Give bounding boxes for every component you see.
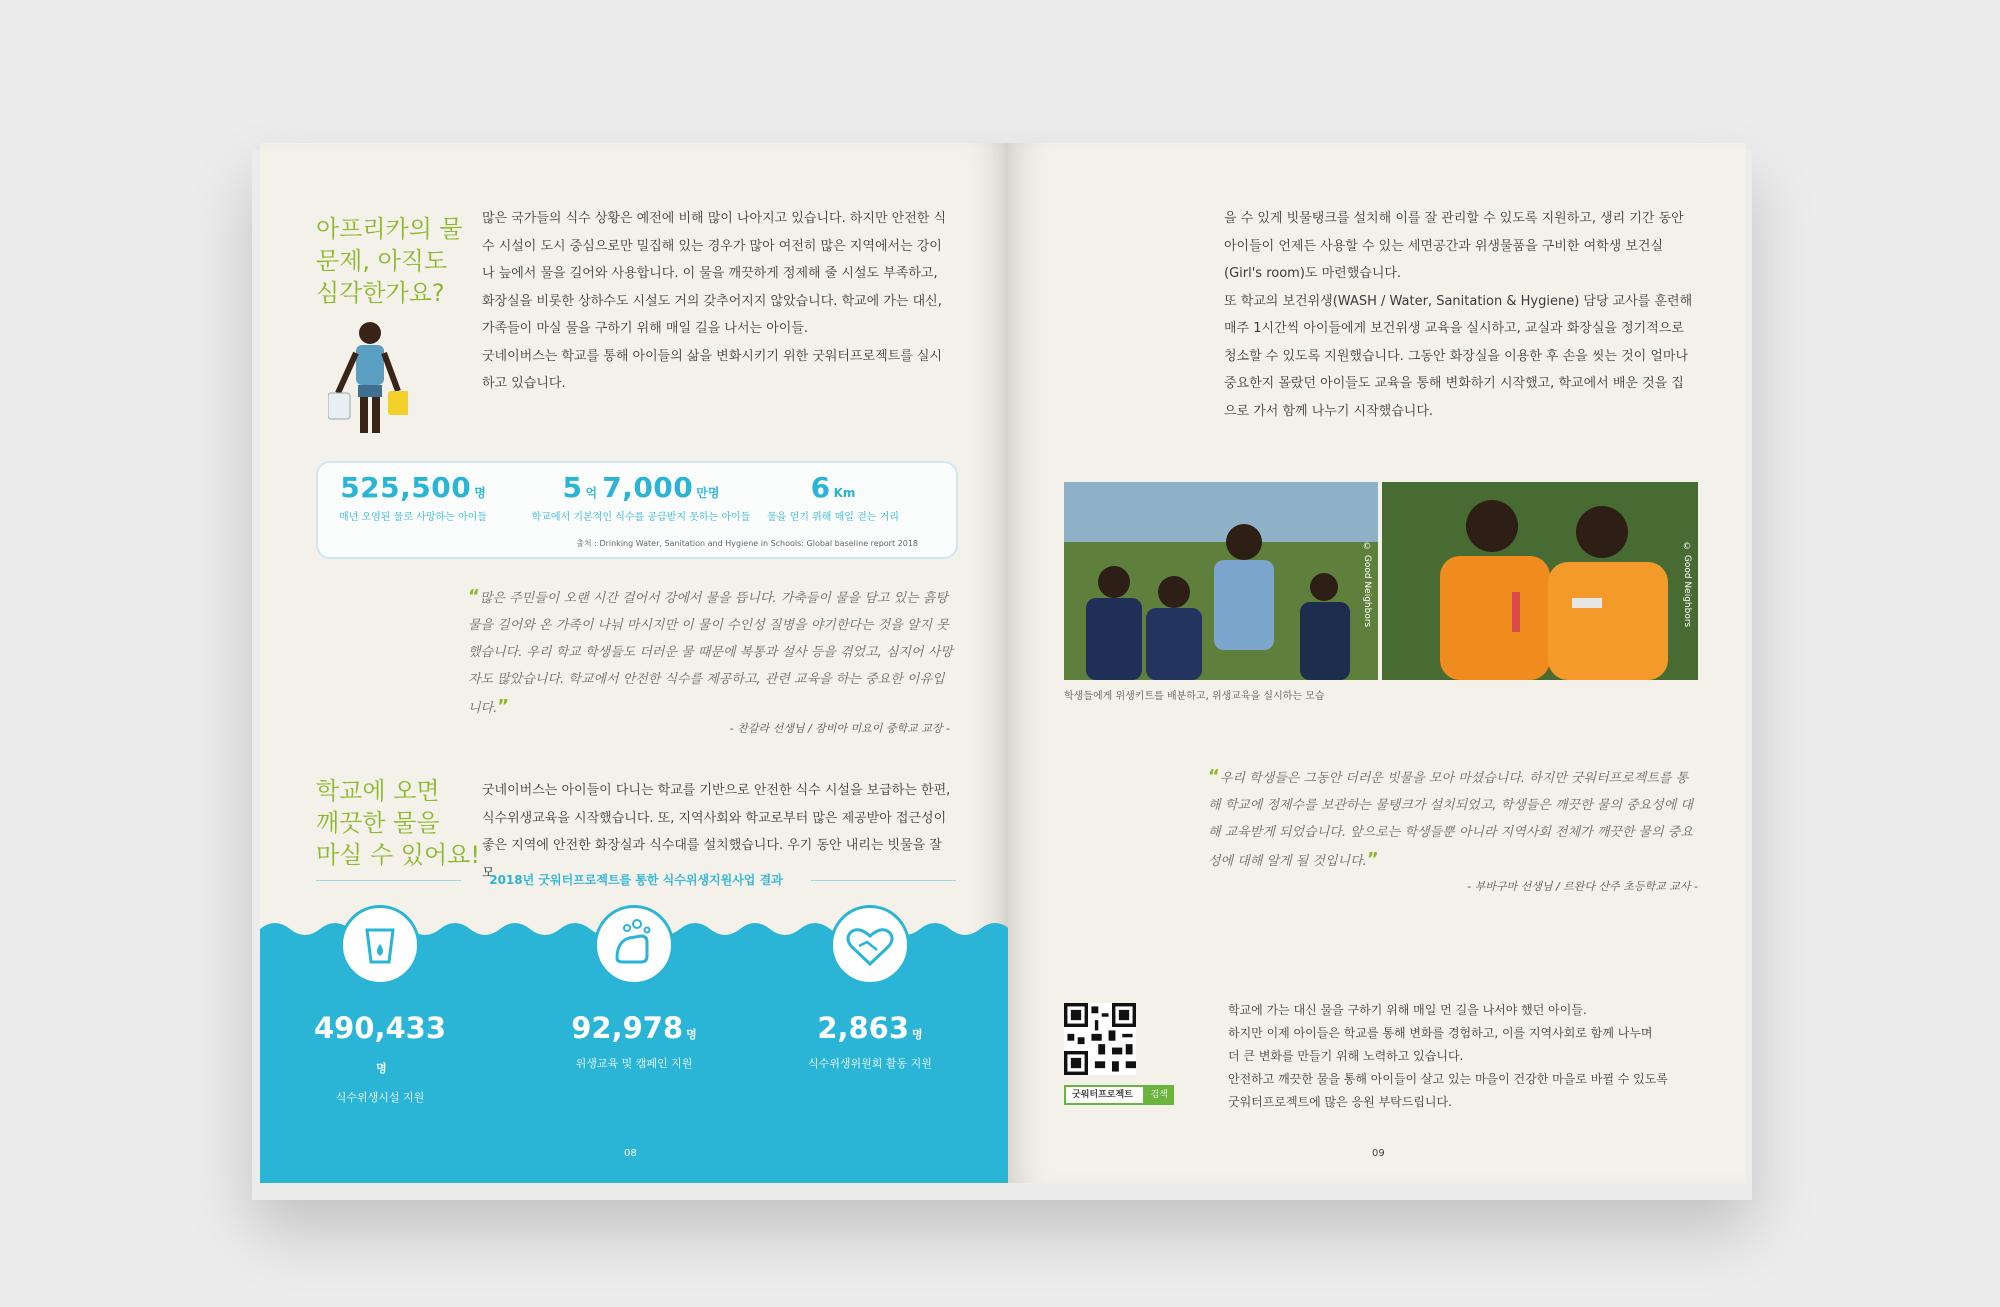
paragraph: 굿네이버스는 아이들이 다니는 학교를 기반으로 안전한 식수 시설을 보급하는 한편, 식수위생교육을 시작했습니다. 또, 지역사회와 학교로부터 많은 제공받아 접근성이 좋은 지역에 안전한 화장실과 식수대를 설치했습니다. 우기 동안 내리는 빗물을 잘 모 <box>482 783 951 881</box>
quote-attribution: - 부바구마 선생님 / 르완다 산주 초등학교 교사 - <box>1467 880 1698 893</box>
paragraph: 많은 국가들의 식수 상황은 예전에 비해 많이 나아지고 있습니다. 하지만 안전한 식수 시설이 도시 중심으로만 밀집해 있는 경우가 많아 여전히 많은 지역에서는 강이나 늪에서 물을 길어와 사용합니다. 이 물을 깨끗하게 정제해 줄 시설도 부족하고, 화장실을 비롯한 상하수도 시설도 거의 갖추어지지 않았습니다. 학교에 가는 대신, 가족들이 마실 물을 구하기 위해 매일 길을 나서는 아이들. <box>482 211 947 336</box>
page-left <box>260 143 1008 1183</box>
stat-number: 6 <box>810 471 831 504</box>
results-title-text: 2018년 굿워터프로젝트를 통한 식수위생지원사업 결과 <box>489 873 783 887</box>
paragraph: 을 수 있게 빗물탱크를 설치해 이를 잘 관리할 수 있도록 지원하고, 생리 기간 동안 아이들이 언제든 사용할 수 있는 세면공간과 위생물품을 구비한 여학생 보건실(Girl's room)도 마련했습니다. <box>1224 211 1684 281</box>
closing-line: 더 큰 변화를 만들기 위해 노력하고 있습니다. <box>1228 1049 1464 1063</box>
heart-handshake-icon <box>830 905 910 985</box>
quote-text: 우리 학생들은 그동안 더러운 빗물을 모아 마셨습니다. 하지만 굿워터프로젝트를 통해 학교에 정제수를 보관하는 물탱크가 설치되었고, 학생들은 깨끗한 물의 중요성에 대해 교육받게 되었습니다. 앞으로는 학생들뿐 아니라 지역사회 전체가 깨끗한 물의 중요성에 대해 알게 될 것입니다. <box>1208 771 1693 869</box>
result-label: 위생교육 및 캠페인 지원 <box>575 1057 693 1070</box>
paragraph: 또 학교의 보건위생(WASH / Water, Sanitation & Hygiene) 담당 교사를 훈련해 매주 1시간씩 아이들에게 보건위생 교육을 실시하고, 교실과 화장실을 정기적으로 청소할 수 있도록 지원했습니다. 그동안 화장실을 이용한 후 손을 씻는 것이 얼마나 중요한지 몰랐던 아이들도 교육을 통해 변화하기 시작했고, 학교에서 배운 것을 집으로 가서 함께 나누기 시작했습니다. <box>1224 293 1693 419</box>
closing-line: 굿워터프로젝트에 많은 응원 부탁드립니다. <box>1228 1095 1452 1109</box>
stat-unit: 만명 <box>696 486 720 500</box>
result-number: 2,863 <box>817 1011 910 1045</box>
closing-line: 하지만 이제 아이들은 학교를 통해 변화를 경험하고, 이를 지역사회로 함께 나누며 <box>1228 1026 1653 1040</box>
search-good-water-button[interactable] <box>1064 1085 1174 1105</box>
result-number: 92,978 <box>571 1011 684 1045</box>
photo-credit: © Good Neighbors <box>1682 542 1692 628</box>
photo-credit: © Good Neighbors <box>1362 542 1372 628</box>
results-title <box>316 871 956 891</box>
quote-attribution: - 찬갈라 선생님 / 잠비아 미요이 중학교 교장 - <box>729 722 950 735</box>
search-keyword: 굿워터프로젝트 <box>1066 1087 1143 1103</box>
stat-label: 매년 오염된 물로 사망하는 아이들 <box>339 512 487 523</box>
result-unit: 명 <box>376 1062 387 1075</box>
result-education <box>564 905 704 1071</box>
heading-water-problem: 아프리카의 물 문제, 아직도 심각한가요? <box>316 215 463 307</box>
open-quote-icon: “ <box>1208 766 1220 787</box>
closing-line: 학교에 가는 대신 물을 구하기 위해 매일 먼 길을 나서야 했던 아이들. <box>1228 1003 1587 1017</box>
quote-teacher-rwanda <box>1208 763 1694 875</box>
result-number: 490,433 <box>313 1011 447 1045</box>
closing-line: 안전하고 깨끗한 물을 통해 아이들이 살고 있는 마을이 건강한 마을로 바뀔 수 있도록 <box>1228 1072 1668 1086</box>
stat-label: 학교에서 기본적인 식수를 공급받지 못하는 아이들 <box>531 512 751 523</box>
photo-caption: 학생들에게 위생키트를 배분하고, 위생교육을 실시하는 모습 <box>1064 691 1325 702</box>
divider-line <box>811 880 956 881</box>
result-unit: 명 <box>912 1028 923 1041</box>
page-right <box>1008 143 1746 1183</box>
heading-clean-water-school: 학교에 오면 깨끗한 물을 마실 수 있어요! <box>316 777 480 869</box>
qr-code[interactable] <box>1064 1003 1136 1075</box>
closing-message <box>1228 999 1668 1114</box>
close-quote-icon: ” <box>1366 849 1379 870</box>
result-label: 식수위생시설 지원 <box>335 1091 425 1104</box>
stat-prefix-unit: 억 <box>585 486 598 500</box>
stat-number: 7,000 <box>602 471 694 504</box>
stat-label: 물을 얻기 위해 매일 걷는 거리 <box>767 512 899 523</box>
close-quote-icon: ” <box>497 696 510 717</box>
quote-text: 많은 주민들이 오랜 시간 걸어서 강에서 물을 뜹니다. 가축들이 물을 담고 있는 흙탕물을 길어와 온 가족이 나눠 마시지만 이 물이 수인성 질병을 야기한다는 것을 알지 못했습니다. 우리 학교 학생들도 더러운 물 때문에 복통과 설사 등을 겪었고, 심지어 사망자도 많았습니다. 학교에서 안전한 식수를 제공하고, 관련 교육을 하는 중요한 이유입니다. <box>468 591 953 716</box>
teachers-photo <box>1382 482 1698 680</box>
stat-number: 525,500 <box>340 471 472 504</box>
hand-washing-icon <box>594 905 674 985</box>
stat-number-prefix: 5 <box>562 471 583 504</box>
open-quote-icon: “ <box>468 586 480 607</box>
search-action: 검색 <box>1150 1090 1168 1100</box>
water-cup-icon <box>340 905 420 985</box>
page-number: 08 <box>624 1148 637 1159</box>
paragraph: 굿네이버스는 학교를 통해 아이들의 삶을 변화시키기 위한 굿워터프로젝트를 실시하고 있습니다. <box>482 348 943 391</box>
stat-unit: 명 <box>474 486 486 500</box>
students-photo <box>1064 482 1378 680</box>
result-label: 식수위생위원회 활동 지원 <box>808 1057 932 1070</box>
result-unit: 명 <box>686 1028 697 1041</box>
result-committee <box>800 905 940 1071</box>
result-facilities <box>310 905 450 1105</box>
stats-source: 출처 : Drinking Water, Sanitation and Hygiene in Schools: Global baseline report 2018 <box>576 539 918 548</box>
stat-unit: Km <box>833 486 856 500</box>
results-section <box>260 143 1008 1183</box>
page-number: 09 <box>1372 1148 1385 1159</box>
right-body-text <box>1224 205 1694 425</box>
